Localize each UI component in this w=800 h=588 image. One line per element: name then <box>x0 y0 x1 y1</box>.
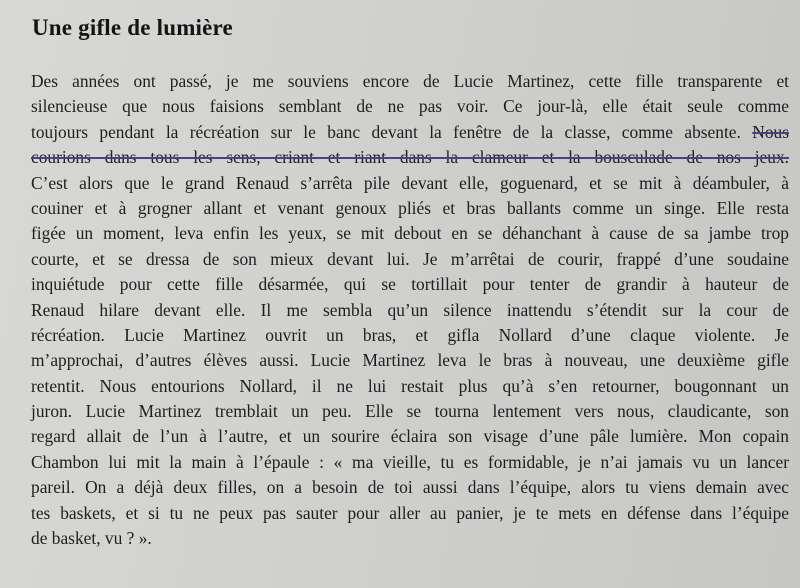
text-line: silencieuse que nous faisions semblant de ne pas voir. Ce jour-là, elle était seule comme <box>31 96 789 117</box>
text-line: tes baskets, et si tu ne peux pas sauter pour aller au panier, je te mets en défense dans l’équipe <box>31 502 789 523</box>
text-line: courte, et se dressa de son mieux devant lui. Je m’arrêtai de courir, frappé d’une soudaine <box>31 248 789 269</box>
text-line: juron. Lucie Martinez tremblait un peu. Elle se tourna lentement vers nous, claudicante, son <box>31 401 789 422</box>
text-line: inquiétude pour cette fille désarmée, qui se tortillait pour tenter de grandir à hauteur de <box>31 274 789 295</box>
struck-text-segment: Nous <box>752 121 789 142</box>
text-line: Renaud hilare devant elle. Il me sembla qu’un silence inattendu s’étendit sur la cour de <box>31 299 789 320</box>
text-line: pareil. On a déjà deux filles, on a besoin de toi aussi dans l’équipe, alors tu viens demain avec <box>31 477 789 498</box>
text-line: récréation. Lucie Martinez ouvrit un bras, et gifla Nollard d’une claque violente. Je <box>31 324 789 345</box>
text-line: retentit. Nous entourions Nollard, il ne lui restait plus qu’à s’en retourner, bougonnant un <box>31 375 789 396</box>
text-line: de basket, vu ? ». <box>31 528 152 549</box>
text-line: m’approchai, d’autres élèves aussi. Lucie Martinez leva le bras à nouveau, une deuxième gifle <box>31 350 789 371</box>
text-line: figée un moment, leva enfin les yeux, se mit debout en se déhanchant à cause de sa jambe trop <box>31 223 789 244</box>
text-line <box>31 120 789 145</box>
page-title: Une gifle de lumière <box>32 15 233 40</box>
story-text <box>31 69 789 551</box>
text-line: Chambon lui mit la main à l’épaule : « ma vieille, tu es formidable, je n’ai jamais vu un lancer <box>31 451 789 472</box>
struck-text-line: courions dans tous les sens, criant et riant dans la clameur et la bousculade de nos jeux. <box>31 147 789 168</box>
text-segment: toujours pendant la récréation sur le banc devant la fenêtre de la classe, comme absente. <box>31 121 741 142</box>
text-line: couiner et à grogner allant et venant genoux pliés et bras ballants comme un singe. Elle resta <box>31 197 789 218</box>
text-line: C’est alors que le grand Renaud s’arrêta pile devant elle, goguenard, et se mit à déambuler, à <box>31 172 789 193</box>
text-line: regard allait de l’un à l’autre, et un sourire éclaira son visage d’une pâle lumière. Mon copain <box>31 426 789 447</box>
text-line: Des années ont passé, je me souviens encore de Lucie Martinez, cette fille transparente et <box>31 71 789 91</box>
